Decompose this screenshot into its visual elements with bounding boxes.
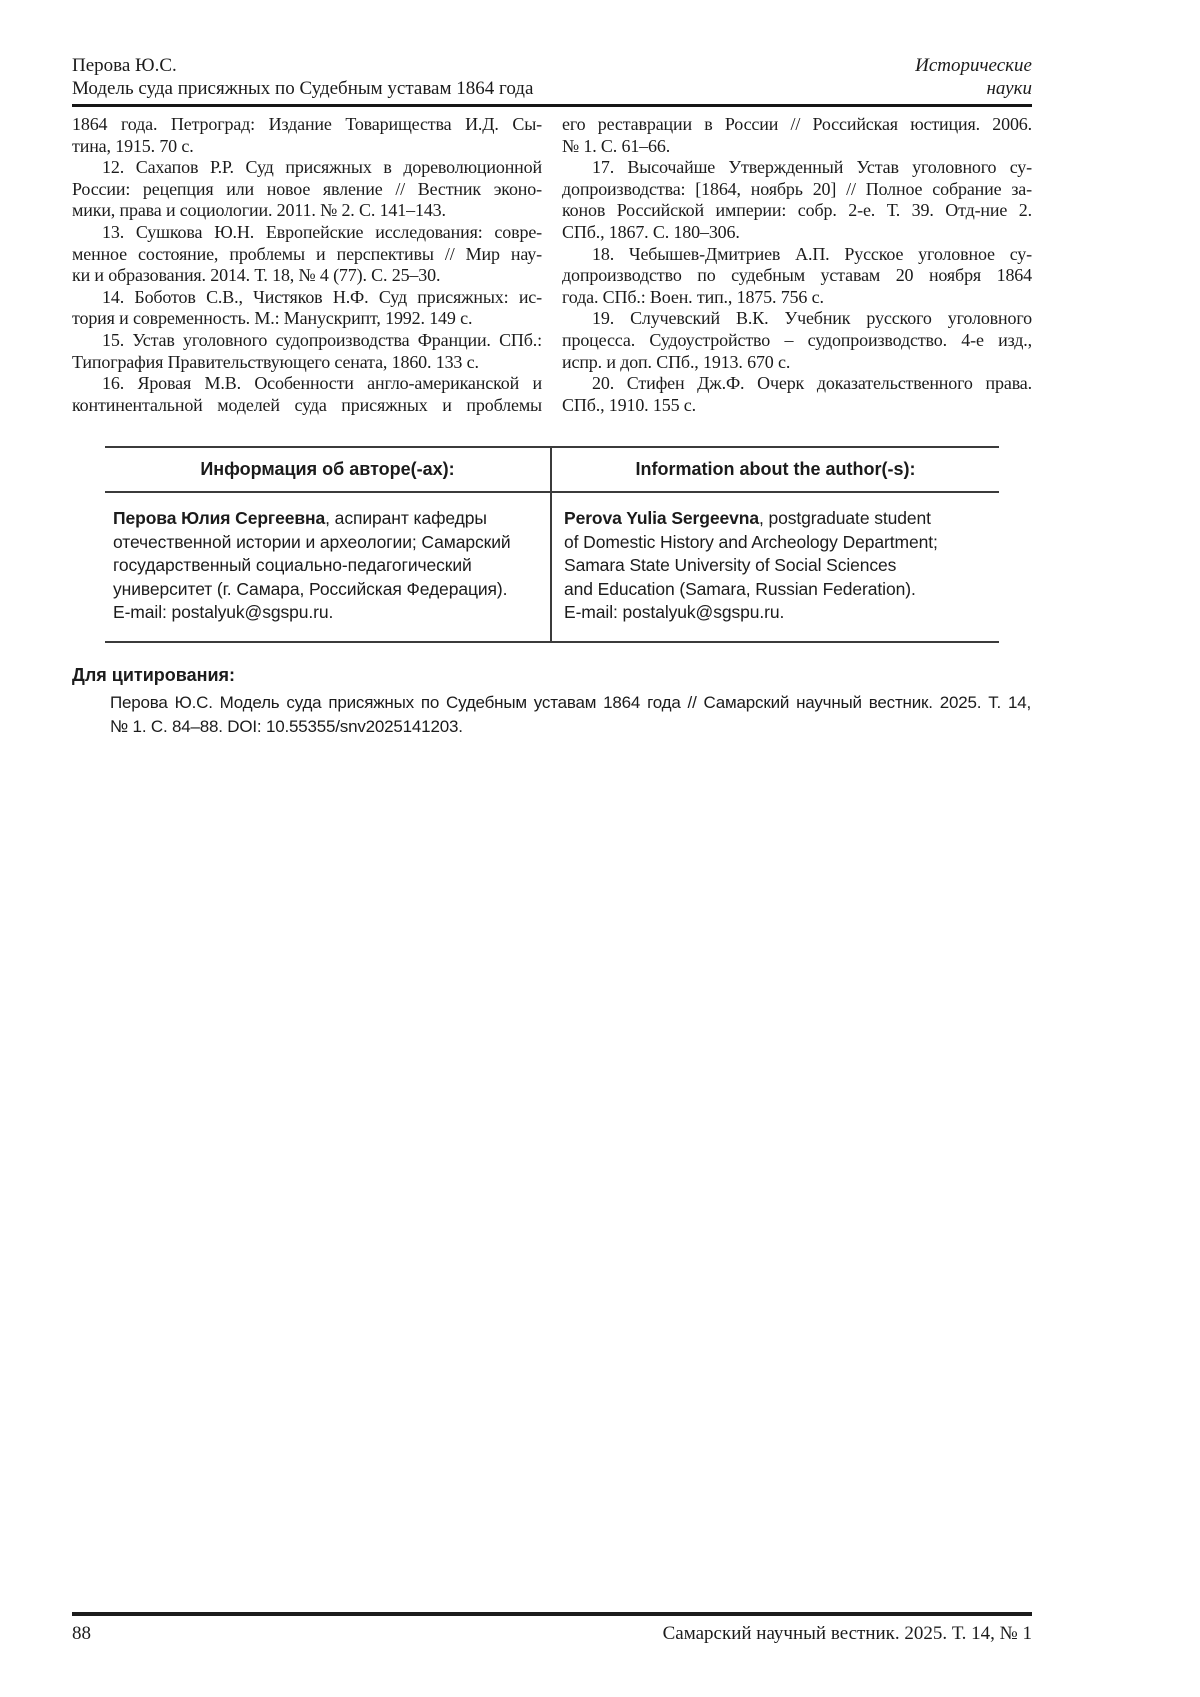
table-header-ru: Информация об авторе(-ах): [105, 448, 552, 491]
running-head-left [72, 54, 533, 100]
ref-line: № 1. С. 61–66. [562, 135, 671, 156]
running-head [72, 54, 1032, 107]
ref-line: 1864 года. Петроград: Издание Товарищества И.Д. Сы- [72, 114, 542, 134]
author-detail-line: and Education (Samara, Russian Federation). [564, 578, 916, 599]
citation-section [72, 664, 1032, 739]
ref-line: конов Российской империи: собр. 2-е. Т. 39. Отд-ние 2. [562, 200, 1032, 221]
table-header-row [105, 448, 999, 493]
ref-line: тина, 1915. 70 с. [72, 135, 194, 156]
page-number: 88 [72, 1623, 91, 1644]
author-name-en: Perova Yulia Sergeevna [564, 508, 759, 529]
running-head-section [915, 54, 1032, 100]
ref-line: 16. Яровая М.В. Особенности англо-американской и [102, 373, 542, 394]
ref-line: СПб., 1867. С. 180–306. [562, 221, 740, 242]
ref-line: 17. Высочайше Утвержденный Устав уголовного су- [592, 157, 1032, 178]
ref-line: процесса. Судоустройство – судопроизводство. 4-е изд., [562, 329, 1032, 350]
ref-line: СПб., 1910. 155 с. [562, 394, 696, 415]
ref-line: тория и современность. М.: Манускрипт, 1992. 149 с. [72, 308, 473, 329]
table-header-en: Information about the author(-s): [635, 459, 916, 480]
author-detail-line: отечественной истории и археологии; Самарский [113, 531, 511, 552]
author-cell-en [552, 493, 999, 641]
ref-line: 13. Сушкова Ю.Н. Европейские исследования: совре- [102, 221, 542, 242]
ref-line: Типография Правительствующего сената, 1860. 133 с. [72, 351, 479, 372]
author-name-ru: Перова Юлия Сергеевна [113, 508, 326, 529]
ref-line: 12. Сахапов Р.Р. Суд присяжных в дореволюционной [102, 157, 542, 178]
ref-line: допроизводство по судебным уставам 20 ноября 1864 [562, 265, 1032, 286]
ref-line: допроизводства: [1864, ноябрь 20] // Полное собрание за- [562, 178, 1032, 199]
ref-line: 14. Боботов С.В., Чистяков Н.Ф. Суд присяжных: ис- [102, 286, 542, 307]
section-name-line2: науки [986, 78, 1032, 99]
author-info-table [105, 446, 999, 643]
author-name-line-ru [113, 507, 540, 531]
citation-text-line: Перова Ю.С. Модель суда присяжных по Судебным уставам 1864 года // Самарский научный вестник. 2025. Т. 14, [110, 692, 1031, 712]
references-right-column [562, 114, 1032, 416]
author-detail-line: Samara State University of Social Sciences [564, 555, 897, 576]
ref-line: 15. Устав уголовного судопроизводства Франции. СПб.: [102, 329, 542, 350]
citation-label: Для цитирования: [72, 664, 236, 685]
author-name-line-en [564, 507, 989, 531]
section-name-line1: Исторические [915, 55, 1032, 76]
author-detail-line: E-mail: postalyuk@sgspu.ru. [564, 602, 785, 623]
ref-line: мики, права и социологии. 2011. № 2. С. 141–143. [72, 200, 446, 221]
ref-line: 19. Случевский В.К. Учебник русского уголовного [592, 308, 1032, 329]
ref-line: испр. и доп. СПб., 1913. 670 с. [562, 351, 791, 372]
table-body-row [105, 493, 999, 641]
author-details-ru [113, 531, 540, 625]
journal-info: Самарский научный вестник. 2025. Т. 14, № 1 [662, 1623, 1032, 1644]
ref-line: 20. Стифен Дж.Ф. Очерк доказательственного права. [592, 373, 1032, 394]
citation-text [110, 691, 1031, 739]
author-role-en: , postgraduate student [758, 508, 931, 529]
author-role-ru: , аспирант кафедры [325, 508, 487, 529]
author-detail-line: государственный социально-педагогический [113, 555, 472, 576]
author-detail-line: E-mail: postalyuk@sgspu.ru. [113, 602, 334, 623]
ref-line: континентальной моделей суда присяжных и проблемы [72, 394, 542, 415]
author-detail-line: of Domestic History and Archeology Department; [564, 531, 938, 552]
page-footer [72, 1612, 1032, 1645]
ref-line: его реставрации в России // Российская юстиция. 2006. [562, 114, 1032, 134]
author-cell-ru [105, 493, 552, 641]
references-section [72, 114, 1032, 416]
ref-line: года. СПб.: Воен. тип., 1875. 756 с. [562, 286, 824, 307]
references-left-column [72, 114, 542, 416]
header-article-title: Модель суда присяжных по Судебным уставам 1864 года [72, 78, 534, 99]
ref-line: ки и образования. 2014. Т. 18, № 4 (77). С. 25–30. [72, 265, 441, 286]
citation-text-line: № 1. С. 84–88. DOI: 10.55355/snv2025141203. [110, 716, 463, 736]
author-details-en [564, 531, 989, 625]
author-detail-line: университет (г. Самара, Российская Федерация). [113, 578, 508, 599]
ref-line: России: рецепция или новое явление // Вестник эконо- [72, 178, 542, 199]
ref-line: менное состояние, проблемы и перспективы // Мир нау- [72, 243, 542, 264]
header-author: Перова Ю.С. [72, 55, 177, 76]
ref-line: 18. Чебышев-Дмитриев А.П. Русское уголовное су- [592, 243, 1032, 264]
page-content [72, 0, 1032, 1697]
